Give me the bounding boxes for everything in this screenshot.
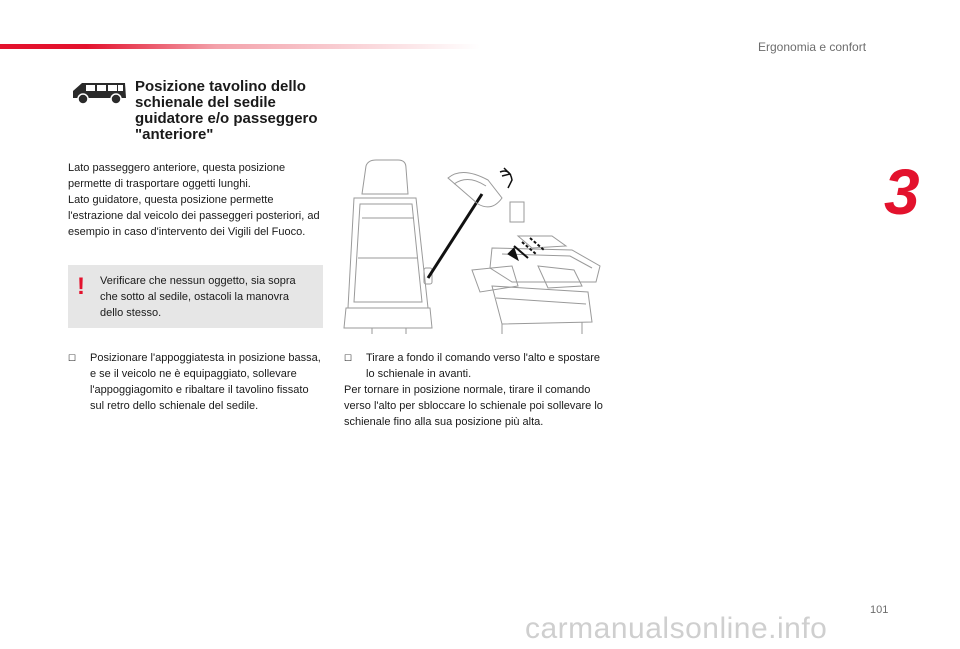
step-item (344, 350, 606, 382)
watermark: carmanualsonline.info (525, 612, 828, 645)
chapter-number: 3 (884, 156, 920, 228)
step-text: Posizionare l'appoggiatesta in posizione bassa, e se il veicolo ne è equipaggiato, sollevare l'appoggiagomito e ribaltare il tavolino fissato sul retro dello schienale del sedile. (90, 352, 321, 412)
warning-text: Verificare che nessun oggetto, sia sopra che sotto al sedile, ostacoli la manovra dello stesso. (100, 275, 296, 319)
intro-paragraph: Lato guidatore, questa posizione permette l'estrazione dal veicolo dei passeggeri posteriori, ad esempio in caso d'intervento dei Vigili del Fuoco. (68, 194, 320, 238)
seat-illustration (342, 158, 604, 334)
step-item (68, 350, 324, 414)
exclamation-icon: ! (77, 273, 85, 300)
bullet-marker-icon: ☐ (68, 353, 77, 363)
warning-box (68, 265, 323, 328)
page-number: 101 (870, 604, 889, 616)
step-text: Tirare a fondo il comando verso l'alto e spostare lo schienale in avanti. (366, 352, 601, 380)
header-accent-bar (0, 44, 480, 49)
intro-paragraph: Lato passeggero anteriore, questa posizione permette di trasportare oggetti lunghi. (68, 162, 286, 190)
page-heading: Posizione tavolino dello schienale del sedile guidatore e/o passeggero "anteriore" (135, 78, 318, 143)
intro-text (68, 160, 324, 240)
van-icon (70, 80, 128, 106)
return-note: Per tornare in posizione normale, tirare il comando verso l'alto per sbloccare lo schienale poi sollevare lo schienale fino alla sua posizione più alta. (344, 384, 603, 428)
section-title: Ergonomia e confort (758, 40, 867, 54)
bullet-marker-icon: ☐ (344, 353, 353, 363)
